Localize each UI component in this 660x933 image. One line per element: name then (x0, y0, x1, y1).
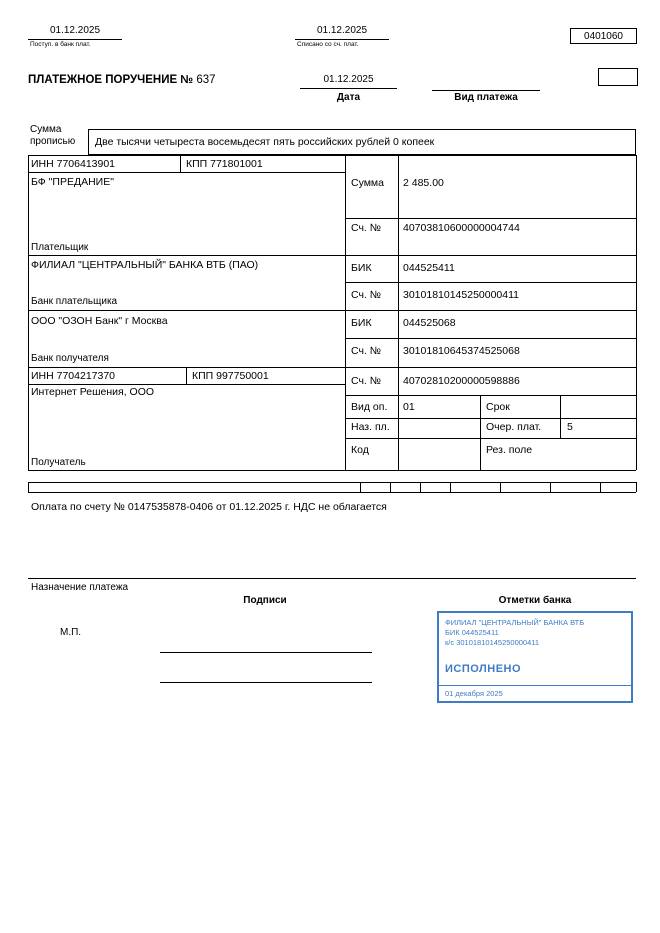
payer-account: 40703810600000004744 (403, 222, 520, 234)
table-line (28, 310, 636, 311)
table-line (636, 155, 637, 470)
table-line (186, 367, 187, 384)
payer-inn: ИНН 7706413901 (31, 158, 116, 170)
received-date-label: Поступ. в банк плат. (30, 41, 91, 48)
table-line (28, 155, 29, 470)
table-line (28, 482, 636, 483)
payer-bank-name: ФИЛИАЛ "ЦЕНТРАЛЬНЫЙ" БАНКА ВТБ (ПАО) (31, 259, 259, 271)
payment-kind-line (432, 90, 540, 91)
debited-date: 01.12.2025 (295, 25, 389, 40)
table-line (180, 155, 181, 172)
table-line (345, 438, 636, 439)
mp-label: М.П. (60, 627, 82, 638)
table-line (345, 418, 636, 419)
table-line (28, 492, 636, 493)
table-line (560, 395, 561, 438)
code-label: Код (351, 444, 369, 456)
table-line (28, 384, 345, 385)
bank-marks-label: Отметки банка (498, 595, 572, 606)
table-line (28, 470, 636, 471)
amount-value: 2 485.00 (403, 177, 444, 189)
nazpl-label: Наз. пл. (351, 421, 390, 433)
payee-label: Получатель (31, 457, 86, 468)
form-code: 0401060 (584, 30, 623, 42)
doc-title: ПЛАТЕЖНОЕ ПОРУЧЕНИЕ № (28, 74, 194, 86)
term-label: Срок (486, 401, 510, 413)
doc-date: 01.12.2025 (300, 74, 397, 89)
table-line (636, 482, 637, 492)
table-line (28, 482, 29, 492)
table-line (550, 482, 551, 492)
amount-words-label: Сумма прописью (30, 124, 76, 147)
doc-title-row (28, 74, 216, 87)
table-line (420, 482, 421, 492)
payer-bank-bik-label: БИК (351, 262, 372, 274)
doc-date-label: Дата (336, 92, 361, 103)
payer-bank-corr: 30101810145250000411 (403, 289, 520, 301)
payer-bank-corr-label: Сч. № (351, 289, 382, 301)
bank-stamp (437, 611, 633, 703)
payer-name: БФ "ПРЕДАНИЕ" (31, 176, 114, 188)
amount-words-box (88, 129, 636, 155)
table-line (28, 155, 636, 156)
payee-bank-label: Банк получателя (31, 353, 109, 364)
table-line (360, 482, 361, 492)
signature-line (160, 682, 372, 683)
stamp-bik: БИК 044525411 (445, 628, 499, 637)
amount-words-text: Две тысячи четыреста восемьдесят пять российских рублей 0 копеек (95, 136, 435, 148)
table-line (398, 155, 399, 470)
debited-date-label: Списано со сч. плат. (297, 41, 359, 48)
purpose-line (28, 578, 636, 579)
signatures-label: Подписи (243, 595, 287, 606)
table-line (345, 395, 636, 396)
payee-bank-bik: 044525068 (403, 317, 456, 329)
stamp-corr: к/с 30101810145250000411 (445, 638, 540, 647)
table-line (345, 338, 636, 339)
table-line (480, 395, 481, 470)
reserve-field-label: Рез. поле (486, 444, 533, 456)
table-line (600, 482, 601, 492)
payee-bank-corr-label: Сч. № (351, 345, 382, 357)
table-line (28, 172, 345, 173)
op-type-label: Вид оп. (351, 401, 388, 413)
priority-label: Очер. плат. (486, 421, 542, 433)
reserve-box (598, 68, 638, 86)
payer-bank-bik: 044525411 (403, 262, 455, 274)
table-line (28, 367, 636, 368)
received-date: 01.12.2025 (28, 25, 122, 40)
stamp-date: 01 декабря 2025 (445, 689, 503, 698)
stamp-divider (439, 685, 631, 686)
payee-inn: ИНН 7704217370 (31, 370, 116, 382)
form-code-box (570, 28, 637, 44)
amount-label: Сумма (351, 177, 384, 189)
payee-bank-name: ООО "ОЗОН Банк" г Москва (31, 315, 168, 327)
table-line (390, 482, 391, 492)
stamp-bank-name: ФИЛИАЛ "ЦЕНТРАЛЬНЫЙ" БАНКА ВТБ (445, 618, 585, 627)
table-line (500, 482, 501, 492)
payee-account-label: Сч. № (351, 375, 382, 387)
payee-bank-corr: 30101810645374525068 (403, 345, 520, 357)
op-type-value: 01 (403, 401, 415, 413)
payer-account-label: Сч. № (351, 222, 382, 234)
purpose-label: Назначение платежа (31, 582, 129, 593)
payee-account: 40702810200000598886 (403, 375, 520, 387)
purpose-text: Оплата по счету № 0147535878-0406 от 01.12.2025 г. НДС не облагается (31, 501, 387, 513)
payment-kind-label: Вид платежа (454, 92, 518, 103)
payee-name: Интернет Решения, ООО (31, 386, 155, 398)
payee-bank-bik-label: БИК (351, 317, 372, 329)
stamp-status: ИСПОЛНЕНО (445, 663, 522, 675)
payer-label: Плательщик (31, 242, 89, 253)
table-line (345, 282, 636, 283)
payer-bank-label: Банк плательщика (31, 296, 118, 307)
table-line (345, 155, 346, 470)
table-line (450, 482, 451, 492)
table-line (28, 255, 636, 256)
doc-number: 637 (196, 74, 216, 86)
payer-kpp: КПП 771801001 (186, 158, 263, 170)
signature-line (160, 652, 372, 653)
payee-kpp: КПП 997750001 (192, 370, 269, 382)
priority-value: 5 (567, 421, 573, 433)
table-line (345, 218, 636, 219)
